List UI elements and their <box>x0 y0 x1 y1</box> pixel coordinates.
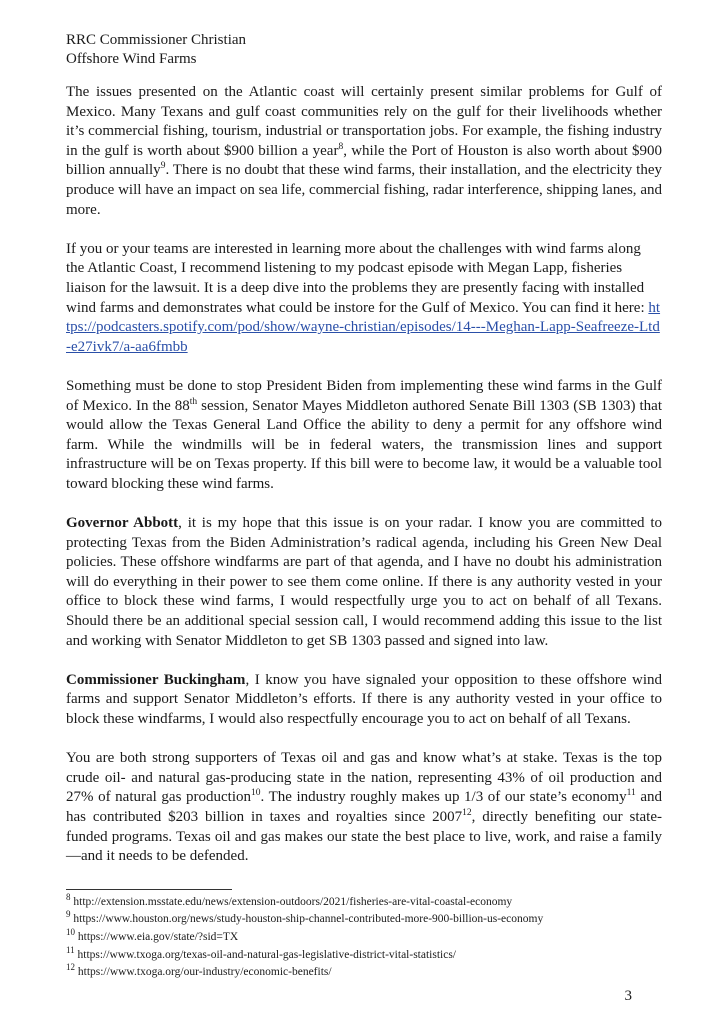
header-recipient: RRC Commissioner Christian <box>66 32 247 48</box>
text: , it is my hope that this issue is on your radar. I know you are committed to protecting Texas from the Biden Administration’s radical agenda, including his Green New Deal policies. These offshore windfarms are part of that agenda, and I have no doubt his administration will do everything in their power to see them come online. If there is any authority vested in your office to block these wind farms, I would respectfully urge you to act on behalf of all Texans. Should there be an additional special session call, I would recommend adding this issue to the list and working with Senator Middleton to get SB 1303 passed and signed into law. <box>66 515 662 649</box>
footnotes <box>66 891 662 982</box>
footnote-url: https://www.eia.gov/state/?sid=TX <box>77 930 239 943</box>
footnote-ref: 11 <box>626 788 636 799</box>
superscript-th: th <box>189 396 198 407</box>
footnote-divider <box>66 889 232 890</box>
text: You are both strong supporters of Texas oil and gas and know what’s at stake. Texas is the top crude oil- and natural gas-producing state in the nation, representing 43% of oil production and 27% of natural gas production <box>66 750 662 806</box>
footnote-ref: 9 <box>160 161 166 172</box>
paragraph-governor <box>66 514 662 651</box>
paragraph-commissioner <box>66 671 662 730</box>
letter-header <box>66 31 662 68</box>
header-subject: Offshore Wind Farms <box>66 50 197 67</box>
paragraph-sb1303 <box>66 377 662 495</box>
text: and has contributed $203 billion in taxes and royalties since 2007 <box>66 789 662 825</box>
footnote <box>66 964 662 982</box>
footnote-ref: 8 <box>338 141 344 152</box>
footnote-number: 8 <box>66 891 71 902</box>
footnote-url: https://www.txoga.org/texas-oil-and-natural-gas-legislative-district-vital-statistics/ <box>77 948 456 961</box>
footnote-url: https://www.txoga.org/our-industry/economic-benefits/ <box>77 966 332 979</box>
footnote-number: 9 <box>66 909 71 920</box>
footnote <box>66 911 662 929</box>
paragraph-podcast <box>66 240 662 358</box>
footnote-url: http://extension.msstate.edu/news/extension-outdoors/2021/fisheries-are-vital-coastal-economy <box>73 895 513 908</box>
paragraph-atlantic-issues <box>66 83 662 220</box>
footnote-number: 10 <box>66 927 75 938</box>
text: Something must be done to stop President Biden from implementing these wind farms in the Gulf of Mexico. In the 88 <box>66 377 662 414</box>
text: , directly benefiting our state-funded programs. Texas oil and gas makes our state the best place to live, work, and raise a family—and it needs to be defended. <box>66 808 662 865</box>
page-number: 3 <box>624 987 632 1004</box>
footnote-number: 11 <box>66 944 75 955</box>
footnote-url: https://www.houston.org/news/study-houston-ship-channel-contributed-more-900-billion-us-economy <box>73 913 544 926</box>
footnote <box>66 891 662 912</box>
addressee-governor: Governor Abbott <box>66 515 179 532</box>
paragraph-oil-gas <box>66 749 662 867</box>
text: . There is no doubt that these wind farms, their installation, and the electricity they produce will have an impact on sea life, commercial fishing, radar interference, shipping lanes, and more. <box>66 162 662 218</box>
text: . The industry roughly makes up 1/3 of our state’s economy <box>260 789 627 806</box>
footnote-number: 12 <box>66 962 75 973</box>
footnote-ref: 12 <box>462 807 472 818</box>
addressee-commissioner: Commissioner Buckingham <box>66 671 246 688</box>
podcast-link[interactable]: https://podcasters.spotify.com/pod/show/wayne-christian/episodes/14---Meghan-Lapp-Seafreeze-Ltd-e27ivk7/a-aa6fmbb <box>66 299 661 355</box>
footnote <box>66 944 662 965</box>
letter-body <box>66 83 662 867</box>
text: If you or your teams are interested in learning more about the challenges with wind farms along the Atlantic Coast, I recommend listening to my podcast episode with Megan Lapp, fisheries liaison for the lawsuit. It is a deep dive into the problems they are presently facing with installed wind farms and demonstrates what could be instore for the Gulf of Mexico. You can find it here: <box>66 240 649 316</box>
footnote <box>66 929 662 947</box>
text: , I know you have signaled your opposition to these offshore wind farms and support Senator Middleton’s efforts. If there is any authority vested in your office to block these windfarms, I would also respectfully encourage you to act on behalf of all Texans. <box>66 671 662 727</box>
text: , while the Port of Houston is also worth about $900 billion annually <box>66 142 662 179</box>
text: The issues presented on the Atlantic coast will certainly present similar problems for Gulf of Mexico. Many Texans and gulf coast communities rely on the gulf for their livelihoods whether it’s commercial fishing, tourism, industrial or transportation jobs. For example, the fishing industry in the gulf is worth about $900 billion a year <box>66 84 662 159</box>
text: session, Senator Mayes Middleton authored Senate Bill 1303 (SB 1303) that would allow the Texas General Land Office the ability to deny a permit for any offshore wind farm. While the windmills will be in federal waters, the transmission lines and support infrastructure will be on Texas property. If this bill were to become law, it would be a valuable tool toward blocking these wind farms. <box>66 397 662 492</box>
footnote-ref: 10 <box>251 788 261 799</box>
